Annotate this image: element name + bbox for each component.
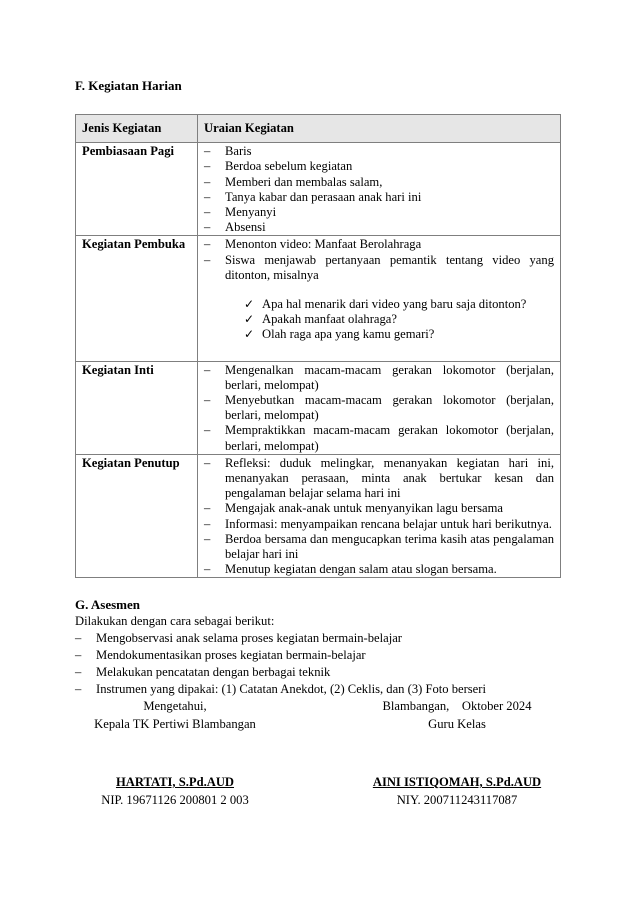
signature-left-line2: Kepala TK Pertiwi Blambangan (94, 717, 256, 731)
row-label: Pembiasaan Pagi (76, 143, 198, 236)
list-item: – Mengajak anak-anak untuk menyanyikan lagu bersama (204, 501, 554, 516)
list-item: – Memberi dan membalas salam, (204, 175, 554, 190)
signature-right-name: AINI ISTIQOMAH, S.Pd.AUD (372, 775, 542, 789)
list-item: – Mengobservasi anak selama proses kegiatan bermain-belajar (75, 630, 561, 647)
list-item: – Mempraktikkan macam-macam gerakan lokomotor (berjalan, berlari, melompat) (204, 423, 554, 453)
asesmen-intro: Dilakukan dengan cara sebagai berikut: (75, 614, 275, 629)
table-row (76, 236, 561, 361)
kegiatan-harian-table (75, 114, 561, 578)
check-item: ✓ Apakah manfaat olahraga? (244, 312, 554, 327)
signature-left-id: NIP. 19671126 200801 2 003 (101, 793, 249, 807)
list-item: – Refleksi: duduk melingkar, menanyakan kegiatan hari ini, menanyakan perasaan, minta anak bertukar kesan dan pengalaman belajar selama hari ini (204, 456, 554, 502)
signature-right (357, 697, 557, 809)
row-label: Kegiatan Inti (76, 361, 198, 454)
list-item: – Melakukan pencatatan dengan berbagai teknik (75, 664, 561, 681)
list-item: – Mendokumentasikan proses kegiatan bermain-belajar (75, 647, 561, 664)
list-item: – Informasi: menyampaikan rencana belajar untuk hari berikutnya. (204, 517, 554, 532)
list-item: – Tanya kabar dan perasaan anak hari ini (204, 190, 554, 205)
row-content (198, 143, 561, 236)
row-content (198, 361, 561, 454)
signature-left (75, 697, 275, 809)
list-item: – Menyebutkan macam-macam gerakan lokomotor (berjalan, berlari, melompat) (204, 393, 554, 423)
row-content (198, 454, 561, 578)
row-label: Kegiatan Pembuka (76, 236, 198, 361)
list-item: – Menonton video: Manfaat Berolahraga (204, 237, 554, 252)
signature-block (75, 697, 561, 807)
signature-right-line2: Guru Kelas (428, 717, 486, 731)
list-item: – Absensi (204, 220, 554, 235)
table-row (76, 143, 561, 236)
asesmen-section (75, 596, 561, 698)
header-jenis-kegiatan: Jenis Kegiatan (76, 115, 198, 143)
list-item: – Baris (204, 144, 554, 159)
list-item: – Menutup kegiatan dengan salam atau slogan bersama. (204, 562, 554, 577)
signature-right-line1: Blambangan, Oktober 2024 (382, 699, 532, 713)
document-page (75, 78, 561, 698)
asesmen-list (75, 630, 561, 698)
row-label: Kegiatan Penutup (76, 454, 198, 578)
header-uraian-kegiatan: Uraian Kegiatan (198, 115, 561, 143)
signature-right-id: NIY. 200711243117087 (396, 793, 518, 807)
table-row (76, 454, 561, 578)
signature-left-name: HARTATI, S.Pd.AUD (115, 775, 235, 789)
list-item: – Berdoa sebelum kegiatan (204, 159, 554, 174)
list-item: – Berdoa bersama dan mengucapkan terima kasih atas pengalaman belajar hari ini (204, 532, 554, 562)
table-header-row (76, 115, 561, 143)
list-item: – Mengenalkan macam-macam gerakan lokomotor (berjalan, berlari, melompat) (204, 363, 554, 393)
list-item: – Menyanyi (204, 205, 554, 220)
check-item: ✓ Olah raga apa yang kamu gemari? (244, 327, 554, 342)
section-f-title: F. Kegiatan Harian (75, 78, 182, 93)
table-row (76, 361, 561, 454)
list-item: – Siswa menjawab pertanyaan pemantik tentang video yang ditonton, misalnya (204, 253, 554, 283)
section-g-title: G. Asesmen (75, 597, 140, 613)
list-item: – Instrumen yang dipakai: (1) Catatan Anekdot, (2) Ceklis, dan (3) Foto berseri (75, 681, 561, 698)
check-item: ✓ Apa hal menarik dari video yang baru saja ditonton? (244, 297, 554, 312)
row-content (198, 236, 561, 361)
signature-left-line1: Mengetahui, (143, 699, 207, 713)
